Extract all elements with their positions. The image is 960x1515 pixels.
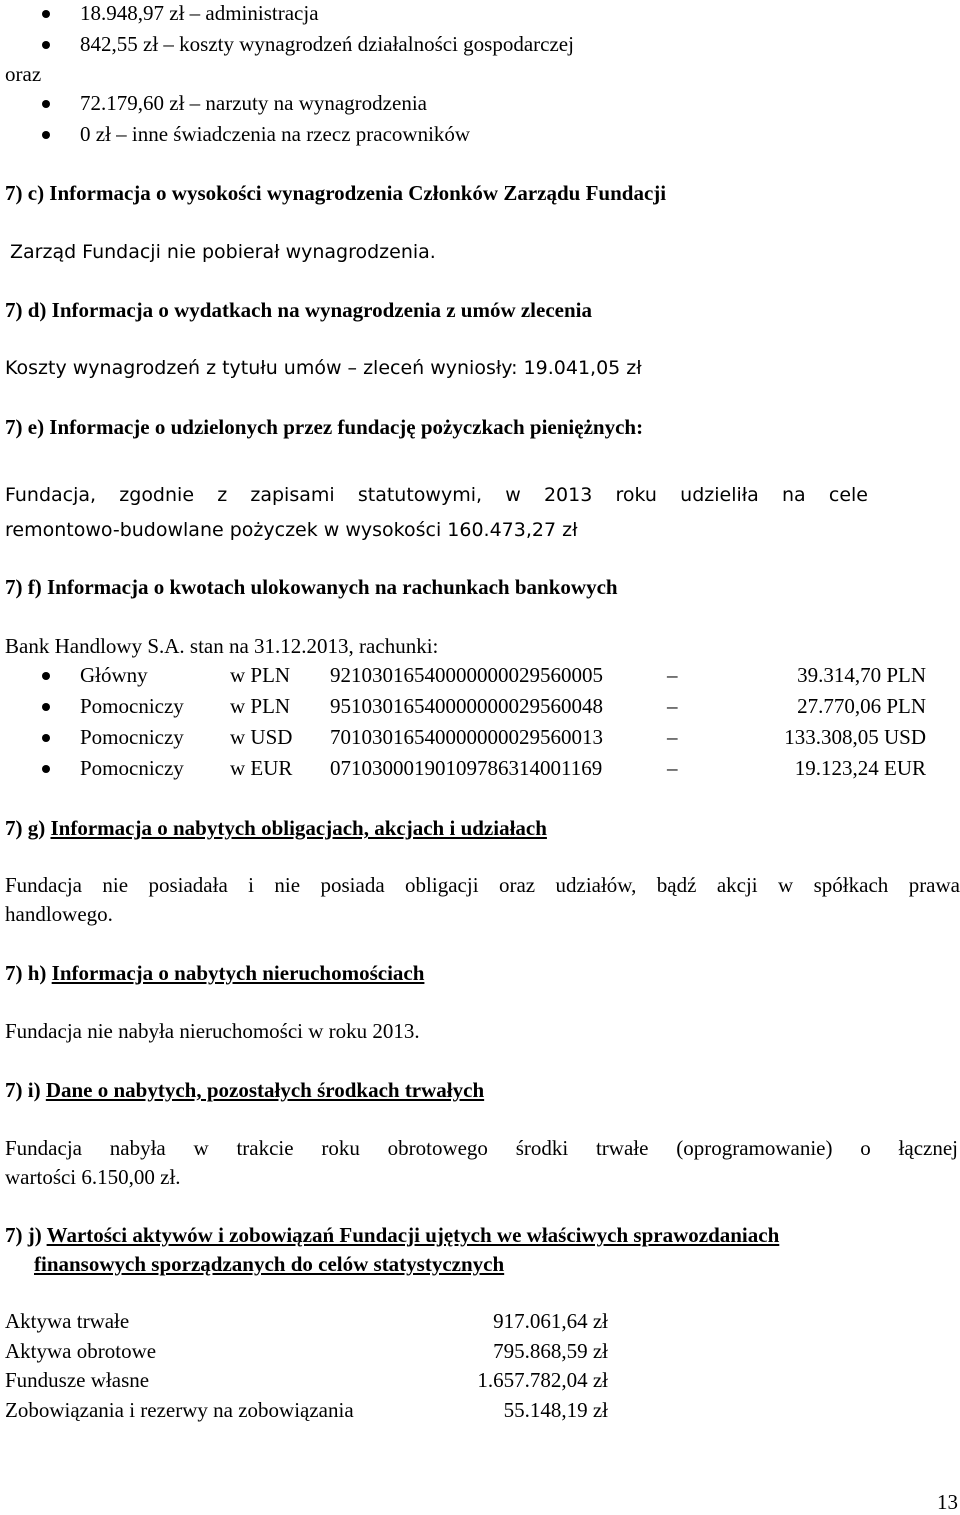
bullet-dot (42, 41, 50, 49)
heading-prefix: 7) i) (5, 1078, 41, 1102)
heading-title: Informacja o nabytych nieruchomościach (51, 961, 425, 985)
bank-intro: Bank Handlowy S.A. stan na 31.12.2013, rachunki: (5, 634, 439, 658)
list-item: 72.179,60 zł – narzuty na wynagrodzenia (80, 91, 427, 115)
heading-prefix: 7) g) (5, 816, 46, 840)
account-amount: 19.123,24 EUR (794, 756, 926, 780)
connector-text: oraz (5, 62, 42, 86)
heading-prefix: 7) h) (5, 961, 47, 985)
row-value: 795.868,59 zł (493, 1339, 608, 1363)
account-number: 95103016540000000029560048 (330, 694, 603, 718)
section-text-d: Koszty wynagrodzeń z tytułu umów – zleceń wyniosły: 19.041,05 zł (5, 357, 642, 379)
account-currency: w PLN (230, 694, 291, 718)
dash: – (667, 663, 678, 687)
row-label: Aktywa obrotowe (5, 1339, 157, 1363)
account-type: Pomocniczy (80, 756, 184, 780)
account-number: 07103000190109786314001169 (330, 756, 603, 780)
page-number: 13 (937, 1490, 958, 1514)
section-text-e-line2: remontowo-budowlane pożyczek w wysokości 160.473,27 zł (5, 519, 578, 541)
bullet-dot (42, 131, 50, 139)
dash: – (667, 694, 678, 718)
row-value: 1.657.782,04 zł (477, 1368, 608, 1392)
heading-title: Wartości aktywów i zobowiązań Fundacji ujętych we właściwych sprawozdaniach (46, 1223, 780, 1247)
section-heading-c: 7) c) Informacja o wysokości wynagrodzenia Członków Zarządu Fundacji (5, 181, 667, 205)
row-label: Aktywa trwałe (5, 1309, 130, 1333)
bullet-dot (42, 10, 50, 18)
list-item: 18.948,97 zł – administracja (80, 1, 319, 25)
list-item: 842,55 zł – koszty wynagrodzeń działalności gospodarczej (80, 32, 574, 56)
account-currency: w EUR (230, 756, 293, 780)
account-number: 70103016540000000029560013 (330, 725, 603, 749)
account-amount: 39.314,70 PLN (797, 663, 926, 687)
section-heading-h (5, 958, 424, 988)
section-heading-j (5, 1220, 779, 1250)
account-type: Główny (80, 663, 148, 687)
heading-title: Dane o nabytych, pozostałych środkach trwałych (45, 1078, 485, 1102)
row-label: Zobowiązania i rezerwy na zobowiązania (5, 1398, 354, 1422)
bullet-dot (42, 703, 50, 711)
dash: – (667, 756, 678, 780)
section-text-g-line2: handlowego. (5, 902, 113, 926)
section-heading-g (5, 813, 547, 843)
section-heading-i (5, 1075, 484, 1105)
section-text-i-line2: wartości 6.150,00 zł. (5, 1165, 181, 1189)
section-heading-d: 7) d) Informacja o wydatkach na wynagrodzenia z umów zlecenia (5, 298, 592, 322)
row-value: 917.061,64 zł (493, 1309, 608, 1333)
section-text-h: Fundacja nie nabyła nieruchomości w roku 2013. (5, 1019, 420, 1043)
section-heading-e: 7) e) Informacje o udzielonych przez fundację pożyczkach pieniężnych: (5, 415, 644, 439)
account-amount: 133.308,05 USD (784, 725, 926, 749)
account-number: 92103016540000000029560005 (330, 663, 603, 687)
bullet-dot (42, 100, 50, 108)
heading-title: Informacja o nabytych obligacjach, akcjach i udziałach (50, 816, 547, 840)
account-type: Pomocniczy (80, 694, 184, 718)
row-label: Fundusze własne (5, 1368, 150, 1392)
section-text-e-line1: Fundacja, zgodnie z zapisami statutowymi, w 2013 roku udzieliła na cele (5, 484, 868, 506)
section-text-c: Zarząd Fundacji nie pobierał wynagrodzenia. (10, 241, 436, 263)
section-text-g-line1: Fundacja nie posiadała i nie posiada obligacji oraz udziałów, bądź akcji w spółkach prawa (5, 873, 960, 897)
account-type: Pomocniczy (80, 725, 184, 749)
heading-prefix: 7) j) (5, 1223, 42, 1247)
list-item: 0 zł – inne świadczenia na rzecz pracowników (80, 122, 471, 146)
account-amount: 27.770,06 PLN (797, 694, 926, 718)
dash: – (667, 725, 678, 749)
account-currency: w USD (230, 725, 293, 749)
section-heading-j-line2: finansowych sporządzanych do celów statystycznych (34, 1252, 505, 1276)
bullet-dot (42, 765, 50, 773)
section-heading-f: 7) f) Informacja o kwotach ulokowanych na rachunkach bankowych (5, 575, 618, 599)
row-value: 55.148,19 zł (503, 1398, 608, 1422)
bullet-dot (42, 734, 50, 742)
bullet-dot (42, 672, 50, 680)
section-text-i-line1: Fundacja nabyła w trakcie roku obrotowego środki trwałe (oprogramowanie) o łącznej (5, 1136, 958, 1160)
account-currency: w PLN (230, 663, 291, 687)
